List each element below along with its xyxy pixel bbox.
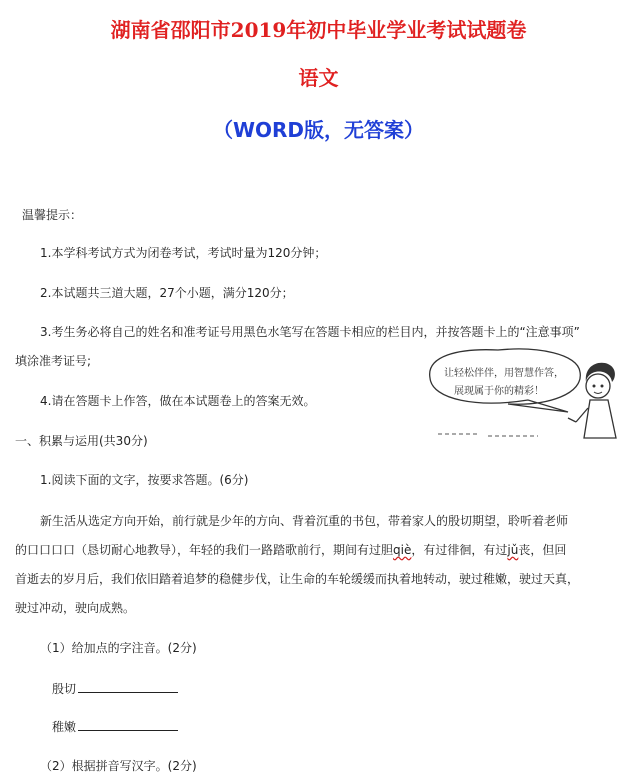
pinyin: jǔ [507,543,519,557]
passage-text: 丧，但回 [518,543,567,557]
passage-line: 新生活从选定方向开始，前行就是少年的方向、背着沉重的书包，带着家人的殷切期望，聆听着老师 [40,514,569,528]
title: 湖南省邵阳市2019年初中毕业学业考试试题卷 [110,18,527,42]
answer-blank[interactable] [78,718,178,731]
passage-line [15,541,566,558]
sub-question-2: （2）根据拼音写汉字。(2分) [40,759,197,773]
pinyin: qiè [393,543,412,557]
cartoon-illustration [418,338,618,443]
bubble-text-line2: 展现属于你的精彩！ [454,386,544,397]
tip-item: 4.请在答题卡上作答，做在本试题卷上的答案无效。 [40,394,316,408]
question-1: 1.阅读下面的文字，按要求答题。(6分) [40,473,249,487]
passage-text: 的口口口口（恳切耐心地教导），年轻的我们一路踏歌前行，期间有过胆 [15,543,394,557]
edition-note: （WORD版，无答案） [212,118,425,142]
word-label: 稚嫩 [52,720,77,734]
section-heading: 一、积累与运用(共30分) [15,434,148,448]
sub-question-1: （1）给加点的字注音。(2分) [40,641,197,655]
passage-text: ，有过徘徊，有过 [411,543,508,557]
bubble-text-line1: 让轻松伴伴，用智慧作答， [444,368,564,379]
tip-item: 2.本试题共三道大题，27个小题，满分120分； [40,286,294,300]
speech-bubble-girl-icon [418,338,618,443]
passage-line: 首逝去的岁月后，我们依旧踏着追梦的稳健步伐，让生命的车轮缓缓而执着地转动，驶过稚嫩，驶过天真， [15,572,580,586]
tips-heading: 温馨提示： [22,208,83,222]
passage-line: 驶过冲动，驶向成熟。 [15,601,136,615]
tip-item-continued: 填涂准考证号; [15,354,92,368]
answer-line [52,680,178,697]
subject-title: 语文 [298,66,339,90]
tip-item: 1.本学科考试方式为闭卷考试，考试时量为120分钟； [40,246,327,260]
answer-blank[interactable] [78,680,178,693]
tip-item: 3.考生务必将自己的姓名和准考证号用黑色水笔写在答题卡相应的栏目内，并按答题卡上的“注意事项” [40,325,580,339]
answer-line [52,718,178,735]
word-label: 殷切 [52,682,77,696]
